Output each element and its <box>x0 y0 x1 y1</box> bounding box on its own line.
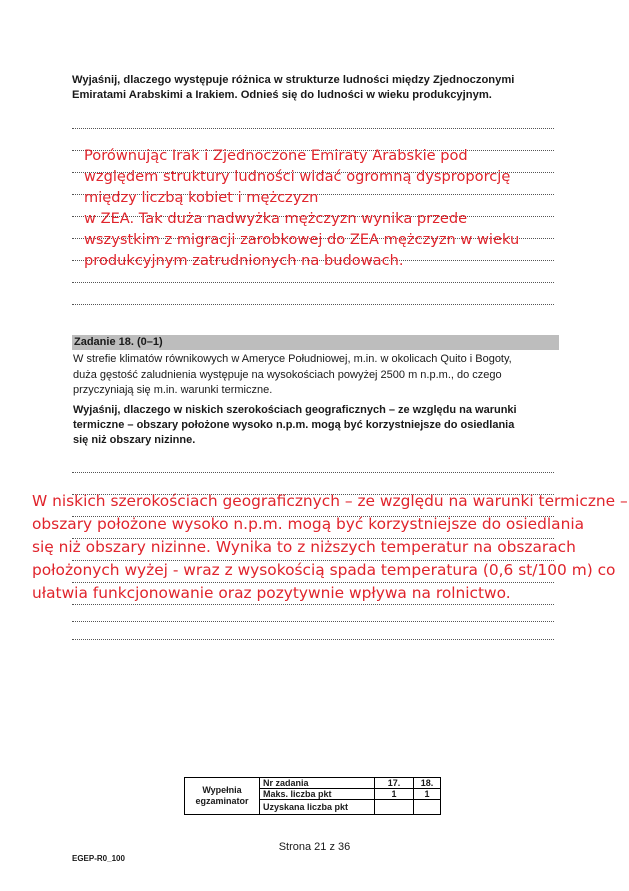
task-18-question <box>73 403 561 448</box>
answer-line <box>72 639 554 640</box>
grade-row-label: Maks. liczba pkt <box>260 789 375 800</box>
answer-1-line: wszystkim z migracji zarobkowej do ZEA mężczyzn w wieku <box>84 231 520 248</box>
answer-line <box>72 304 554 305</box>
answer-2-line: położonych wyżej - wraz z wysokością spada temperatura (0,6 st/100 m) co <box>32 561 616 579</box>
document-code: EGEP-R0_100 <box>72 854 125 863</box>
grade-task-number: 17. <box>375 778 414 789</box>
answer-2-line: W niskich szerokościach geograficznych – ze względu na warunki termiczne – <box>32 492 628 510</box>
answer-line <box>72 472 554 473</box>
answer-line <box>72 282 554 283</box>
answer-1-line: między liczbą kobiet i mężczyzn <box>84 189 319 206</box>
grade-table-label-line: Wypełnia <box>202 785 242 795</box>
answer-1-line: względem struktury ludności widać ogromną dysproporcję <box>84 168 511 185</box>
grade-table-label-line: egzaminator <box>195 796 249 806</box>
task-18-question-line: się niż obszary nizinne. <box>73 433 196 446</box>
grade-table-label <box>185 778 260 815</box>
answer-1-line: Porównując Irak i Zjednoczone Emiraty Arabskie pod <box>84 147 468 164</box>
page-number: Strona 21 z 36 <box>278 841 351 853</box>
grade-max-points: 1 <box>414 789 441 800</box>
question-1 <box>72 73 514 103</box>
grade-row-label: Nr zadania <box>260 778 375 789</box>
grade-row-label: Uzyskana liczba pkt <box>260 800 375 815</box>
grade-task-number: 18. <box>414 778 441 789</box>
task-18-body <box>73 352 561 448</box>
grade-obtained-points[interactable] <box>414 800 441 815</box>
grade-max-points: 1 <box>375 789 414 800</box>
task-18-header: Zadanie 18. (0–1) <box>72 335 559 350</box>
answer-line <box>72 128 554 129</box>
answer-1-text <box>84 145 519 271</box>
grade-table <box>184 777 441 815</box>
task-18-question-line: Wyjaśnij, dlaczego w niskich szerokościach geograficznych – ze względu na warunki <box>73 403 517 416</box>
task-18-intro-line: W strefie klimatów równikowych w Ameryce Południowej, m.in. w okolicach Quito i Bogoty, <box>73 353 512 365</box>
question-1-line: Emiratami Arabskimi a Irakiem. Odnieś się do ludności w wieku produkcyjnym. <box>72 89 492 101</box>
task-18-question-line: termiczne – obszary położone wysoko n.p.m. mogą być korzystniejsze do osiedlania <box>73 418 515 431</box>
answer-1-line: produkcyjnym zatrudnionych na budowach. <box>84 252 404 269</box>
answer-2-line: ułatwia funkcjonowanie oraz pozytywnie wpływa na rolnictwo. <box>32 584 511 602</box>
question-1-line: Wyjaśnij, dlaczego występuje różnica w strukturze ludności między Zjednoczonymi <box>72 74 515 86</box>
answer-2-text <box>32 490 628 605</box>
answer-line <box>72 621 554 622</box>
grade-obtained-points[interactable] <box>375 800 414 815</box>
grade-table-wrapper <box>184 777 441 815</box>
task-18-intro-line: przyczyniają się m.in. warunki termiczne. <box>73 384 273 396</box>
answer-2-line: obszary położone wysoko n.p.m. mogą być korzystniejsze do osiedlania <box>32 515 585 533</box>
answer-2-line: się niż obszary nizinne. Wynika to z niższych temperatur na obszarach <box>32 538 576 556</box>
answer-1-line: w ZEA. Tak duża nadwyżka mężczyzn wynika przede <box>84 210 468 227</box>
task-18-intro-line: duża gęstość zaludnienia występuje na wysokościach powyżej 2500 m n.p.m., do czego <box>73 368 502 381</box>
